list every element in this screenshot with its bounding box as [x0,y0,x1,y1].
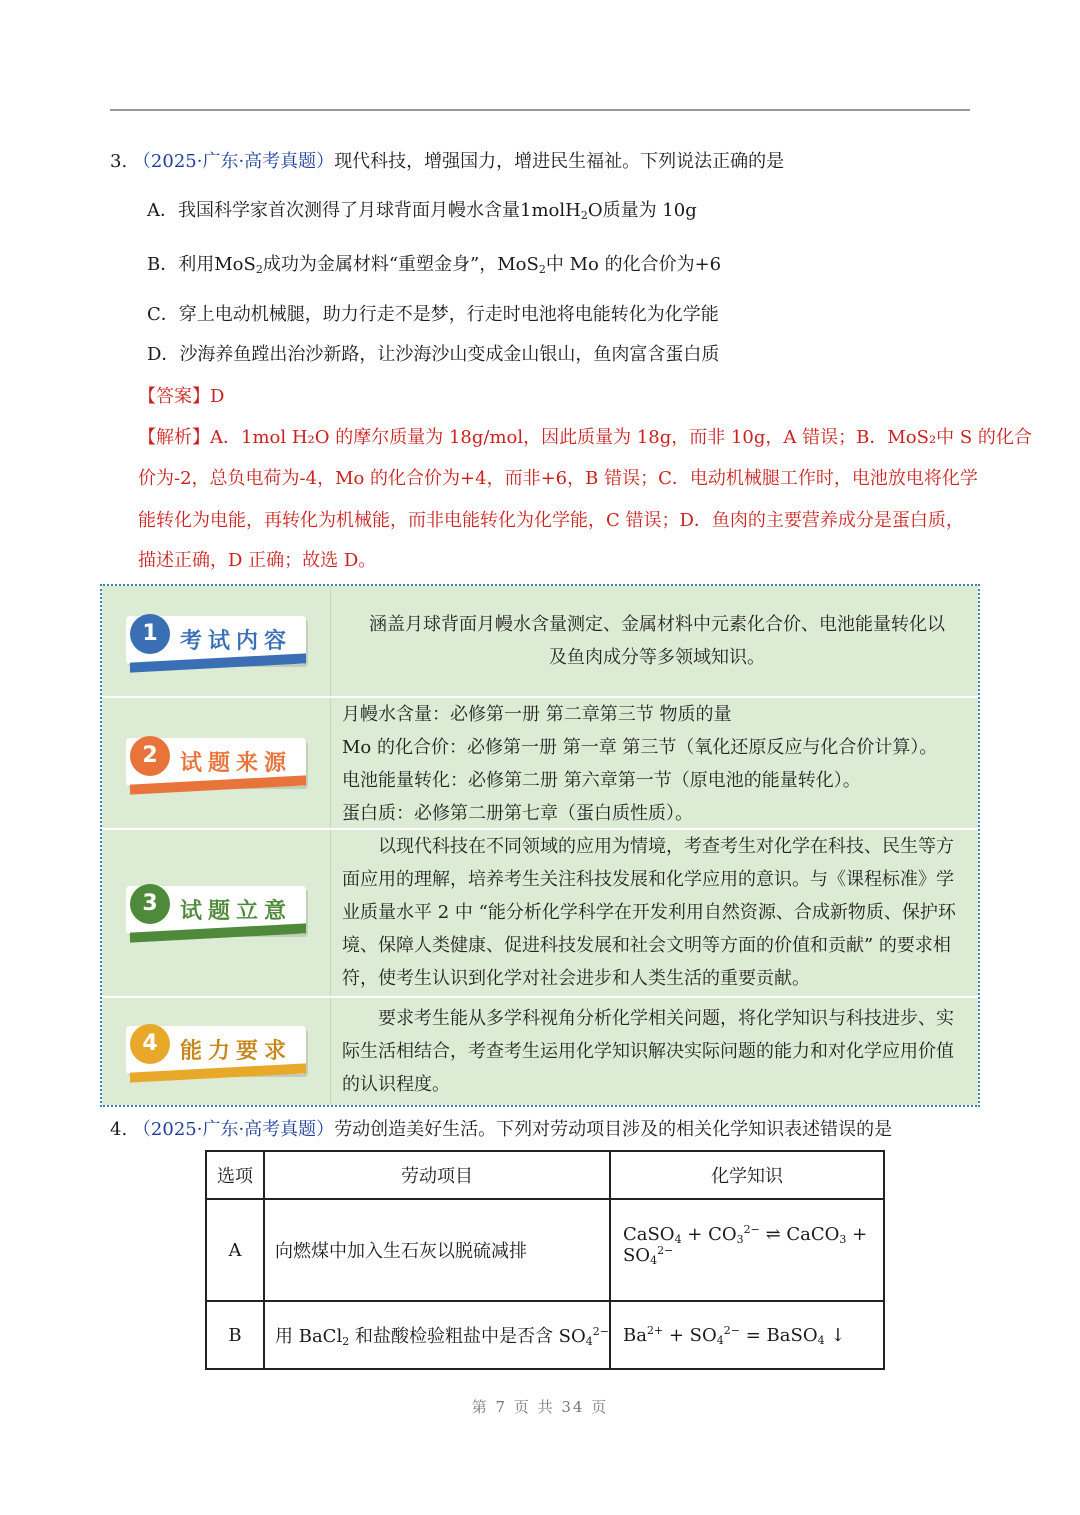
question-number: 3. [110,151,128,172]
table-header-row [206,1151,884,1199]
box-row-intent [102,830,978,996]
row-text: Mo 的化合价：必修第一册 第一章 第三节（氧化还原反应与化合价计算）。 [342,737,938,758]
row-text: 符，使考生认识到化学对社会进步和人类生活的重要贡献。 [342,968,810,989]
cell-option: A [206,1199,264,1301]
analysis-line-1: 【解析】A．1mol H₂O 的摩尔质量为 18g/mol，因此质量为 18g，而非 10g，A 错误；B．MoS₂中 S 的化合 [138,427,1032,448]
row-text: 业质量水平 2 中 “能分析化学科学在开发利用自然资源、合成新物质、保护环 [342,902,956,923]
row-text: 要求考生能从多学科视角分析化学相关问题，将化学知识与科技进步、实 [378,1008,954,1029]
box-row-ability [102,998,978,1105]
question-text: 劳动创造美好生活。下列对劳动项目涉及的相关化学知识表述错误的是 [334,1119,893,1140]
row-text: 蛋白质：必修第二册第七章（蛋白质性质）。 [342,803,693,824]
page-footer: 第 7 页 共 34 页 [471,1398,609,1416]
cell-knowledge: $Ba^{2+} + SO_4^{2-}$ = BaSO$_4$ ↓ [610,1301,884,1369]
cell-project: 用 BaCl$_2$ 和盐酸检验粗盐中是否含 $SO_4^{2-}$ [264,1301,610,1369]
option-b[interactable]: B．利用MoS$_2$成功为金属材料“重塑金身”，MoS$_2$中 Mo 的化合价为+6 [147,254,722,276]
analysis-box [100,584,980,1107]
row-text: 际生活相结合，考查考生运用化学知识解决实际问题的能力和对化学应用价值 [342,1041,954,1062]
badge-exam-content: 1 考试内容 [126,612,306,670]
knowledge-table [205,1150,885,1370]
question-source: （2025·广东·高考真题） [132,151,335,172]
box-row-source [102,698,978,828]
row-text: 及鱼肉成分等多领域知识。 [549,647,765,668]
table-row [206,1301,884,1369]
cell-project: 向燃煤中加入生石灰以脱硫减排 [264,1199,610,1301]
analysis-line-3: 能转化为电能，再转化为机械能，而非电能转化为化学能，C 错误；D．鱼肉的主要营养成分是蛋白质， [138,510,964,531]
header-option: 选项 [206,1151,264,1199]
header-project: 劳动项目 [264,1151,610,1199]
option-c[interactable]: C．穿上电动机械腿，助力行走不是梦，行走时电池将电能转化为化学能 [147,304,719,325]
header-rule [110,109,970,111]
row-text: 电池能量转化：必修第二册 第六章第一节（原电池的能量转化）。 [342,770,861,791]
question-4-stem [110,1118,892,1142]
analysis-line-4: 描述正确，D 正确；故选 D。 [138,550,377,571]
option-d[interactable]: D．沙海养鱼蹚出治沙新路，让沙海沙山变成金山银山，鱼肉富含蛋白质 [147,344,720,365]
analysis-line-2: 价为-2，总负电荷为-4，Mo 的化合价为+4，而非+6，B 错误；C．电动机械腿工作时，电池放电将化学 [138,468,978,489]
row-text: 境、保障人类健康、促进科技发展和社会文明等方面的价值和贡献” 的要求相 [342,935,951,956]
question-3-stem [110,150,784,174]
row-text: 涵盖月球背面月幔水含量测定、金属材料中元素化合价、电池能量转化以 [369,614,945,635]
question-source: （2025·广东·高考真题） [132,1119,335,1140]
badge-source: 2 试题来源 [126,734,306,792]
row-text: 以现代科技在不同领域的应用为情境，考查考生对化学在科技、民生等方 [378,836,954,857]
badge-intent: 3 试题立意 [126,882,306,940]
answer-line: 【答案】D [138,386,225,407]
cell-option: B [206,1301,264,1369]
question-number: 4. [110,1119,128,1140]
badge-ability: 4 能力要求 [126,1022,306,1080]
row-text: 的认识程度。 [342,1074,450,1095]
question-text: 现代科技，增强国力，增进民生福祉。下列说法正确的是 [334,151,785,172]
header-knowledge: 化学知识 [610,1151,884,1199]
box-row-exam-content [102,586,978,696]
table-row [206,1199,884,1301]
option-a[interactable]: A．我国科学家首次测得了月球背面月幔水含量1molH$_2$O质量为 10g [147,200,697,222]
cell-knowledge: CaSO$_4$ + $CO_3^{2-}$ ⇌ CaCO$_3$ + $SO_4^{2-}$ [610,1199,884,1301]
row-text: 面应用的理解，培养考生关注科技发展和化学应用的意识。与《课程标准》学 [342,869,954,890]
row-text: 月幔水含量：必修第一册 第二章第三节 物质的量 [342,704,732,725]
